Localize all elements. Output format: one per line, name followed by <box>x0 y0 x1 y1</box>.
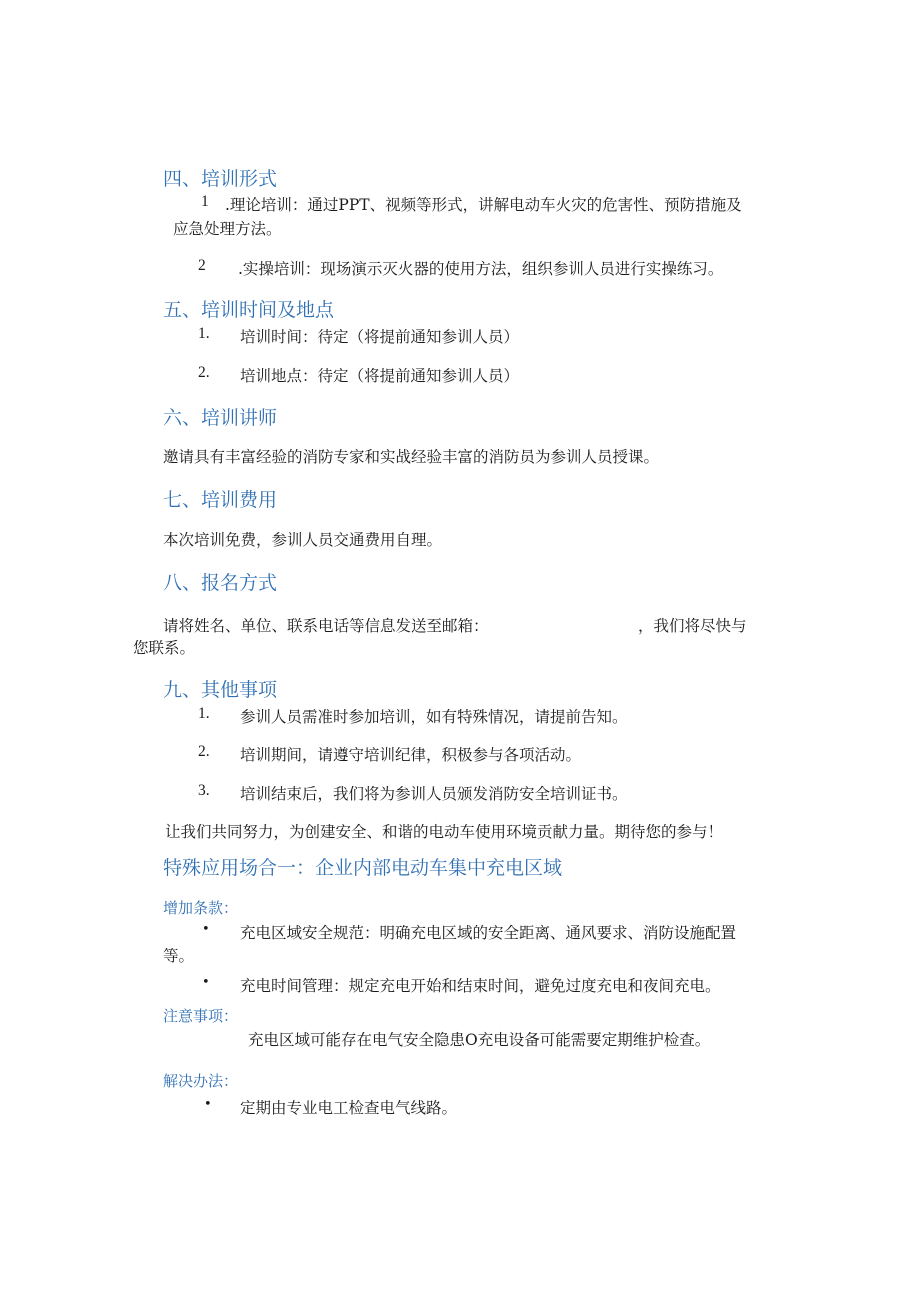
list-number: 1. <box>198 705 210 722</box>
bullet-icon: • <box>202 922 210 937</box>
paragraph: 请将姓名、单位、联系电话等信息发送至邮箱： <box>163 617 489 635</box>
list-number: 2 <box>198 257 206 274</box>
list-number: 3. <box>198 782 210 799</box>
list-item-text: 充电时间管理：规定充电开始和结束时间，避免过度充电和夜间充电。 <box>240 977 721 995</box>
paragraph-continued: 您联系。 <box>133 639 196 657</box>
list-item-text: 充电区域安全规范：明确充电区域的安全距离、通风要求、消防设施配置 <box>240 924 737 942</box>
list-item-text: 培训结束后，我们将为参训人员颁发消防安全培训证书。 <box>240 785 628 803</box>
section-9-title: 九、其他事项 <box>163 679 278 701</box>
list-item-text: 参训人员需准时参加培训，如有特殊情况，请提前告知。 <box>240 708 628 726</box>
list-number: 2. <box>198 743 210 760</box>
paragraph: 邀请具有丰富经验的消防专家和实战经验丰富的消防员为参训人员授课。 <box>163 448 660 466</box>
list-number: 1. <box>198 325 210 342</box>
bullet-icon: • <box>202 975 210 990</box>
section-5-title: 五、培训时间及地点 <box>163 299 335 321</box>
section-4-title: 四、培训形式 <box>163 168 278 190</box>
notes-text: 充电区域可能存在电气安全隐患O充电设备可能需要定期维护检查。 <box>248 1031 711 1049</box>
paragraph: 本次培训免费，参训人员交通费用自理。 <box>163 531 443 549</box>
notes-label: 注意事项： <box>163 1007 239 1025</box>
list-item-text: 培训期间，请遵守培训纪律，积极参与各项活动。 <box>240 746 582 764</box>
list-item-text-continued: 应急处理方法。 <box>173 220 282 238</box>
add-clauses-label: 增加条款： <box>163 899 239 917</box>
section-8-title: 八、报名方式 <box>163 572 278 594</box>
list-item-text-continued: 等。 <box>163 947 195 965</box>
special-section-title: 特殊应用场合一：企业内部电动车集中充电区域 <box>163 857 563 879</box>
list-item-text: 培训地点：待定（将提前通知参训人员） <box>240 367 520 385</box>
closing-paragraph: 让我们共同努力，为创建安全、和谐的电动车使用环境贡献力量。期待您的参与！ <box>165 823 724 841</box>
list-item-text: .理论培训：通过PPT、视频等形式，讲解电动车火灾的危害性、预防措施及 <box>225 196 742 214</box>
list-item-text: .实操培训：现场演示灭火器的使用方法，组织参训人员进行实操练习。 <box>238 260 724 278</box>
list-item-text: 培训时间：待定（将提前通知参训人员） <box>240 328 520 346</box>
paragraph-continued: ，我们将尽快与 <box>638 617 747 635</box>
section-6-title: 六、培训讲师 <box>163 407 278 429</box>
list-item-text: 定期由专业电工检查电气线路。 <box>240 1099 458 1117</box>
solutions-label: 解决办法： <box>163 1072 239 1090</box>
list-number: 2. <box>198 364 210 381</box>
section-7-title: 七、培训费用 <box>163 489 278 511</box>
bullet-icon: • <box>204 1097 212 1112</box>
list-number: 1 <box>201 193 209 210</box>
